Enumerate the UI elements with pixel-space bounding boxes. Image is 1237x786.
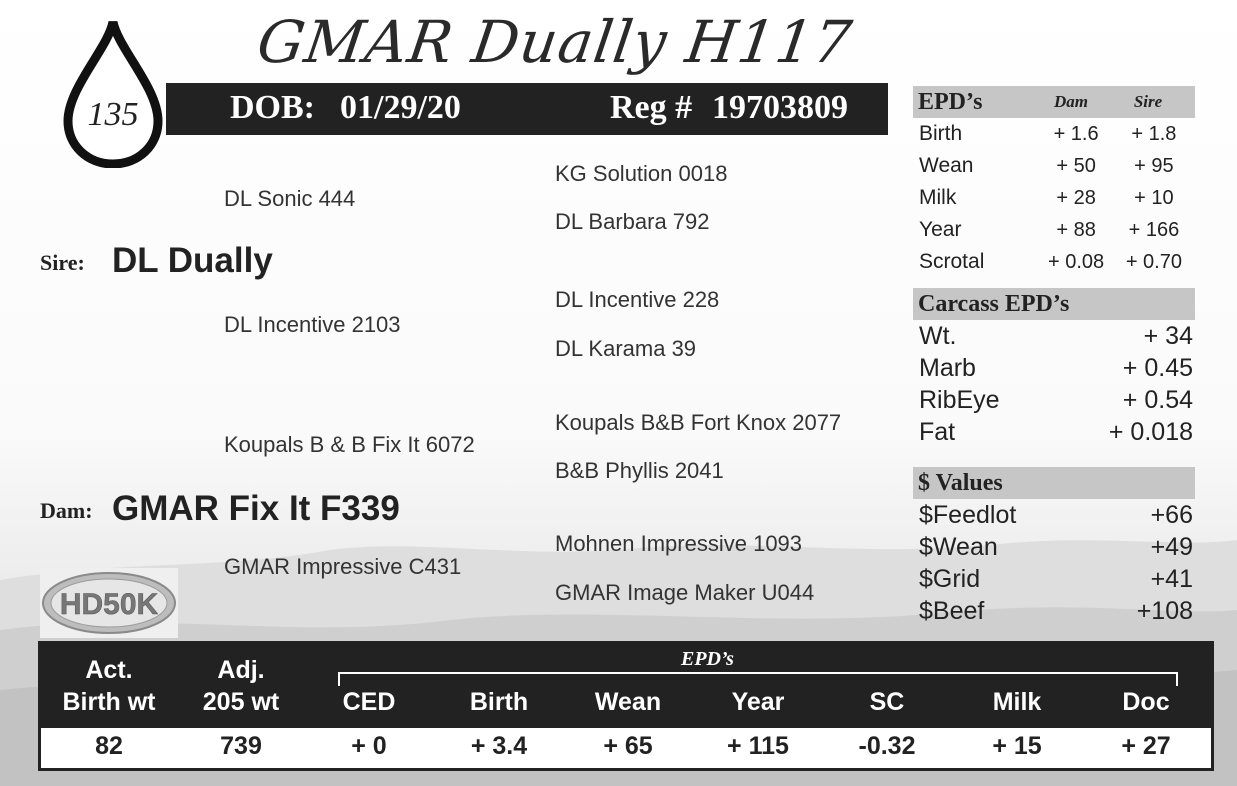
epd-trait: Year <box>919 218 962 241</box>
epd-sire-value: + 166 <box>1128 218 1180 241</box>
act-line1: Act. <box>85 656 133 684</box>
epd-trait: Scrotal <box>919 250 985 273</box>
epd-col-dam: Dam <box>1054 92 1088 111</box>
epd-row <box>913 246 1195 278</box>
lot-number: 135 <box>87 96 139 133</box>
value-ced: + 0 <box>351 732 387 760</box>
sire-sire-sire: KG Solution 0018 <box>555 161 728 186</box>
sire-sire: DL Sonic 444 <box>224 186 356 211</box>
dam-label: Dam: <box>40 498 93 523</box>
value-adj-205-wt: 739 <box>220 732 262 760</box>
carcass-label: Fat <box>919 417 956 446</box>
carcass-row <box>913 416 1195 448</box>
value-sc: -0.32 <box>858 732 916 760</box>
epds-bracket <box>338 672 1178 686</box>
dob-label: DOB: <box>230 89 315 126</box>
dollar-values-panel <box>913 467 1195 627</box>
carcass-label: Marb <box>919 353 976 382</box>
epd-dam-value: + 0.08 <box>1048 250 1105 273</box>
col-birth: Birth <box>469 688 529 716</box>
col-sc: SC <box>869 688 905 716</box>
epd-dam-value: + 28 <box>1056 186 1096 209</box>
dam-dam-dam: GMAR Image Maker U044 <box>555 580 815 605</box>
value-doc: + 27 <box>1121 732 1171 760</box>
header-bar <box>166 83 888 135</box>
col-wean: Wean <box>594 688 662 716</box>
carcass-value: + 34 <box>1143 321 1193 350</box>
carcass-row <box>913 384 1195 416</box>
hd50k-text: HD50K <box>59 588 159 621</box>
adj-line1: Adj. <box>217 656 265 684</box>
dam-sire: Koupals B & B Fix It 6072 <box>224 432 475 457</box>
dam-sire-sire: Koupals B&B Fort Knox 2077 <box>555 410 842 435</box>
sire-sire-dam: DL Barbara 792 <box>555 209 710 234</box>
col-ced: CED <box>342 688 396 716</box>
epd-panel-title: EPD’s <box>918 89 983 115</box>
animal-name-title: GMAR Dually H117 <box>253 8 857 76</box>
carcass-epd-panel <box>913 288 1195 448</box>
dollar-values-title: $ Values <box>913 467 1195 499</box>
adj-205-wt-header <box>177 654 305 718</box>
value-wean: + 65 <box>603 732 653 760</box>
sire-name: DL Dually <box>112 241 273 280</box>
epd-panel-header <box>913 86 1195 118</box>
sire-label: Sire: <box>40 250 85 275</box>
value-milk: + 15 <box>992 732 1042 760</box>
dollar-value-label: $Grid <box>919 564 981 593</box>
value-birth: + 3.4 <box>470 732 528 760</box>
epd-trait: Birth <box>919 122 963 145</box>
hd50k-logo <box>40 568 178 638</box>
epd-sire-value: + 10 <box>1134 186 1174 209</box>
epd-panel <box>913 86 1195 278</box>
epd-sire-value: + 95 <box>1134 154 1174 177</box>
carcass-row <box>913 320 1195 352</box>
dollar-value: +49 <box>1150 532 1193 561</box>
epd-row <box>913 214 1195 246</box>
carcass-value: + 0.45 <box>1122 353 1193 382</box>
dam-sire-dam: B&B Phyllis 2041 <box>555 458 724 483</box>
epd-dam-value: + 50 <box>1056 154 1096 177</box>
performance-table-header <box>41 644 1211 728</box>
carcass-label: Wt. <box>919 321 957 350</box>
value-year: + 115 <box>727 732 789 760</box>
dollar-value: +41 <box>1150 564 1193 593</box>
dollar-value-label: $Wean <box>919 532 998 561</box>
dollar-value-label: $Beef <box>919 596 985 625</box>
dollar-value: +66 <box>1150 500 1193 529</box>
epd-sire-value: + 1.8 <box>1131 122 1177 145</box>
sire-dam: DL Incentive 2103 <box>224 312 401 337</box>
act-birth-wt-header <box>41 654 177 718</box>
sire-dam-dam: DL Karama 39 <box>555 336 697 361</box>
epd-trait: Wean <box>919 154 974 177</box>
col-doc: Doc <box>1122 688 1170 716</box>
dollar-value-label: $Feedlot <box>919 500 1017 529</box>
dollar-value: +108 <box>1136 596 1193 625</box>
carcass-label: RibEye <box>919 385 1000 414</box>
reg-value: 19703809 <box>712 89 848 126</box>
dollar-value-row <box>913 563 1195 595</box>
performance-table-values <box>41 728 1211 768</box>
drop-icon <box>58 18 168 168</box>
epd-row <box>913 182 1195 214</box>
value-act-birth-wt: 82 <box>95 732 123 760</box>
epd-sire-value: + 0.70 <box>1125 250 1182 273</box>
dollar-value-row <box>913 531 1195 563</box>
epd-col-sire: Sire <box>1133 92 1163 111</box>
carcass-value: + 0.54 <box>1122 385 1193 414</box>
reg-label: Reg # <box>610 89 693 126</box>
act-line2: Birth wt <box>62 688 156 716</box>
lot-number-badge <box>58 18 168 168</box>
col-milk: Milk <box>992 688 1042 716</box>
dob-value: 01/29/20 <box>340 89 461 126</box>
dam-dam-sire: Mohnen Impressive 1093 <box>555 531 803 556</box>
epd-trait: Milk <box>919 186 957 209</box>
performance-table <box>38 641 1214 771</box>
carcass-row <box>913 352 1195 384</box>
sire-dam-sire: DL Incentive 228 <box>555 287 720 312</box>
adj-line2: 205 wt <box>202 688 280 716</box>
epd-dam-value: + 1.6 <box>1053 122 1099 145</box>
carcass-epd-title: Carcass EPD’s <box>913 288 1195 320</box>
dollar-value-row <box>913 499 1195 531</box>
carcass-value: + 0.018 <box>1108 417 1193 446</box>
dam-name: GMAR Fix It F339 <box>112 489 400 528</box>
epd-row <box>913 150 1195 182</box>
epd-row <box>913 118 1195 150</box>
epds-group-label: EPD’s <box>681 648 734 670</box>
epd-dam-value: + 88 <box>1056 218 1096 241</box>
dollar-value-row <box>913 595 1195 627</box>
col-year: Year <box>731 688 785 716</box>
dam-dam: GMAR Impressive C431 <box>224 554 462 579</box>
